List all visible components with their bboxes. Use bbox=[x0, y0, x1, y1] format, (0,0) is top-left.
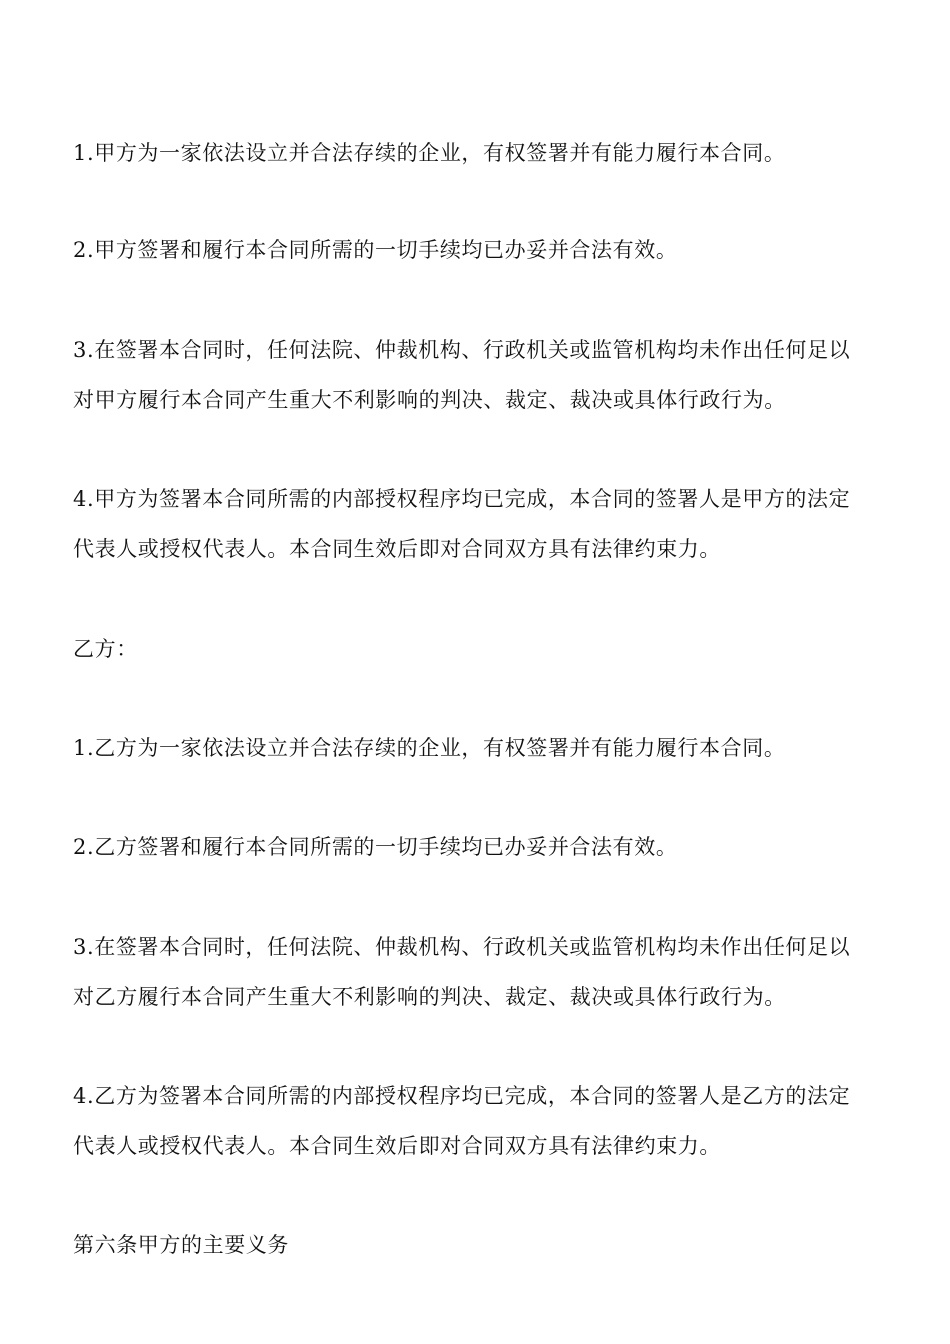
party-b-clause-4-line-2: 代表人或授权代表人。本合同生效后即对合同双方具有法律约束力。 bbox=[73, 1134, 721, 1158]
party-b-clause-4-line-1: 4.乙方为签署本合同所需的内部授权程序均已完成，本合同的签署人是乙方的法定 bbox=[73, 1084, 851, 1108]
party-a-clause-3-line-1: 3.在签署本合同时，任何法院、仲裁机构、行政机关或监管机构均未作出任何足以 bbox=[73, 338, 851, 362]
party-b-heading: 乙方： bbox=[73, 637, 138, 661]
article-six-heading: 第六条甲方的主要义务 bbox=[73, 1233, 289, 1257]
party-b-clause-2-line-1: 2.乙方签署和履行本合同所需的一切手续均已办妥并合法有效。 bbox=[73, 835, 678, 859]
party-a-clause-2-line-1: 2.甲方签署和履行本合同所需的一切手续均已办妥并合法有效。 bbox=[73, 238, 678, 262]
party-a-clause-4-line-1: 4.甲方为签署本合同所需的内部授权程序均已完成，本合同的签署人是甲方的法定 bbox=[73, 487, 851, 511]
party-b-clause-3-line-2: 对乙方履行本合同产生重大不利影响的判决、裁定、裁决或具体行政行为。 bbox=[73, 985, 786, 1009]
party-b-clause-3-line-1: 3.在签署本合同时，任何法院、仲裁机构、行政机关或监管机构均未作出任何足以 bbox=[73, 935, 851, 959]
party-a-clause-4-line-2: 代表人或授权代表人。本合同生效后即对合同双方具有法律约束力。 bbox=[73, 537, 721, 561]
party-a-clause-1-line-1: 1.甲方为一家依法设立并合法存续的企业，有权签署并有能力履行本合同。 bbox=[73, 141, 786, 165]
party-b-clause-1-line-1: 1.乙方为一家依法设立并合法存续的企业，有权签署并有能力履行本合同。 bbox=[73, 736, 786, 760]
party-a-clause-3-line-2: 对甲方履行本合同产生重大不利影响的判决、裁定、裁决或具体行政行为。 bbox=[73, 388, 786, 412]
